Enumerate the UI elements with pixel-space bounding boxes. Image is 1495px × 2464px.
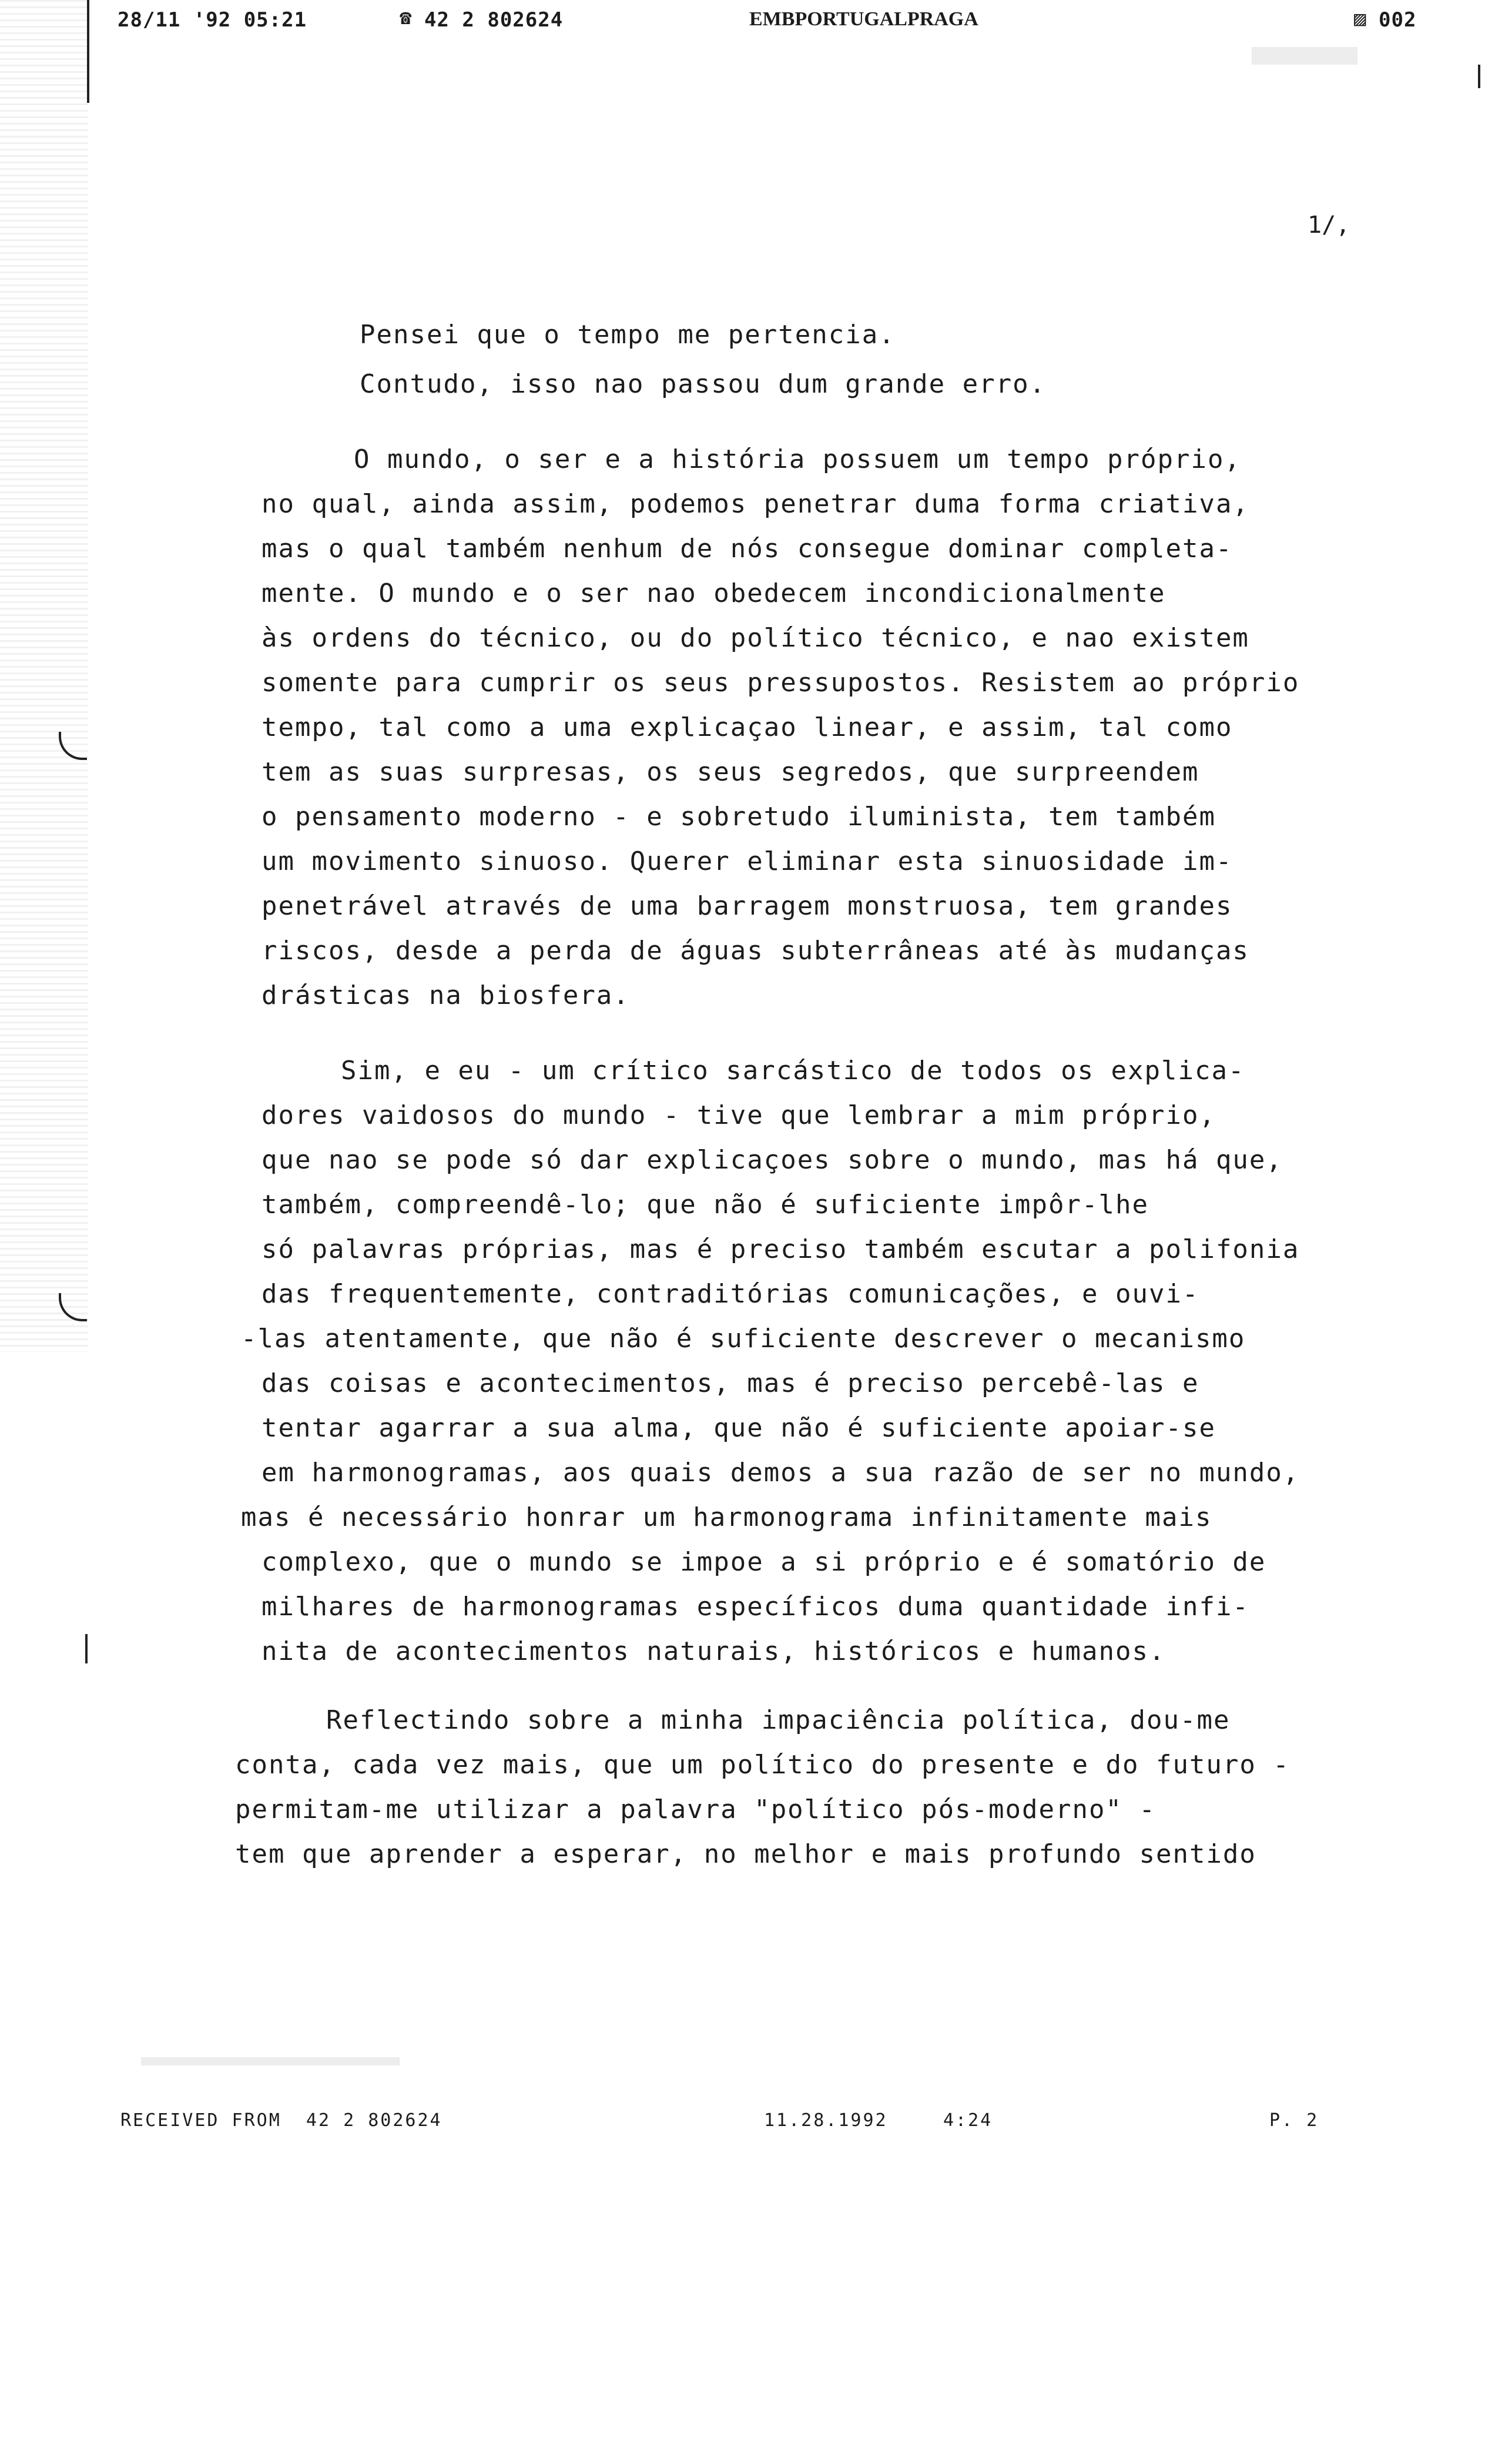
- text-line: só palavras próprias, mas é preciso também escutar a polifonia: [262, 1234, 1300, 1264]
- text-line: em harmonogramas, aos quais demos a sua razão de ser no mundo,: [262, 1458, 1300, 1488]
- text-line: complexo, que o mundo se impoe a si próprio e é somatório de: [262, 1547, 1266, 1577]
- text-line: das coisas e acontecimentos, mas é preciso percebê-las e: [262, 1368, 1199, 1398]
- footer-time: 4:24: [943, 2110, 993, 2131]
- text-line: mente. O mundo e o ser nao obedecem incondicionalmente: [262, 578, 1166, 608]
- scan-noise: [1252, 47, 1357, 65]
- text-line: permitam-me utilizar a palavra "político pós-moderno" -: [235, 1795, 1156, 1824]
- fax-page-number: 002: [1379, 8, 1417, 32]
- text-line: um movimento sinuoso. Querer eliminar esta sinuosidade im-: [262, 846, 1233, 876]
- page-mark: 1/,: [1308, 212, 1350, 239]
- footer-date: 11.28.1992: [764, 2110, 888, 2131]
- right-margin-tick: [1478, 65, 1480, 88]
- text-line: tentar agarrar a sua alma, que não é suficiente apoiar-se: [262, 1413, 1216, 1443]
- text-line: no qual, ainda assim, podemos penetrar duma forma criativa,: [262, 489, 1249, 519]
- text-line: das frequentemente, contraditórias comunicações, e ouvi-: [262, 1279, 1199, 1309]
- text-line: dores vaidosos do mundo - tive que lembrar a mim próprio,: [262, 1100, 1216, 1130]
- text-line: o pensamento moderno - e sobretudo iluminista, tem também: [262, 802, 1216, 832]
- text-line: tem as suas surpresas, os seus segredos, que surpreendem: [262, 757, 1199, 787]
- scan-noise: [141, 2057, 400, 2065]
- scan-edge-noise: [0, 0, 88, 1352]
- text-line: Reflectindo sobre a minha impaciência política, dou-me: [326, 1705, 1231, 1735]
- fax-datetime: 28/11 '92 05:21: [118, 8, 307, 32]
- text-line: às ordens do técnico, ou do político técnico, e nao existem: [262, 623, 1249, 653]
- text-line: -las atentamente, que não é suficiente descrever o mecanismo: [241, 1324, 1246, 1354]
- text-line: milhares de harmonogramas específicos duma quantidade infi-: [262, 1592, 1249, 1622]
- fax-sender: EMBPORTUGALPRAGA: [749, 8, 978, 30]
- fax-phone: 42 2 802624: [424, 8, 564, 32]
- text-line: riscos, desde a perda de águas subterrâneas até às mudanças: [262, 936, 1249, 966]
- footer-received-from: RECEIVED FROM 42 2 802624: [120, 2110, 443, 2131]
- text-line: penetrável através de uma barragem monstruosa, tem grandes: [262, 891, 1233, 921]
- text-line: mas é necessário honrar um harmonograma infinitamente mais: [241, 1502, 1212, 1532]
- text-line: tem que aprender a esperar, no melhor e mais profundo sentido: [235, 1839, 1256, 1869]
- text-line: também, compreendê-lo; que não é suficiente impôr-lhe: [262, 1190, 1149, 1220]
- text-line: conta, cada vez mais, que um político do presente e do futuro -: [235, 1750, 1290, 1780]
- left-margin-rule: [87, 0, 89, 103]
- text-line: que nao se pode só dar explicaçoes sobre o mundo, mas há que,: [262, 1145, 1283, 1175]
- left-margin-tick: [85, 1634, 88, 1663]
- text-line: Sim, e eu - um crítico sarcástico de todos os explica-: [341, 1056, 1245, 1086]
- text-line: Pensei que o tempo me pertencia.: [360, 320, 896, 350]
- text-line: drásticas na biosfera.: [262, 980, 630, 1010]
- text-line: nita de acontecimentos naturais, históricos e humanos.: [262, 1636, 1166, 1666]
- text-line: somente para cumprir os seus pressupostos. Resistem ao próprio: [262, 668, 1300, 698]
- text-line: tempo, tal como a uma explicaçao linear, e assim, tal como: [262, 712, 1233, 742]
- text-line: mas o qual também nenhum de nós consegue dominar completa-: [262, 534, 1233, 564]
- footer-page: P. 2: [1269, 2110, 1319, 2131]
- text-line: O mundo, o ser e a história possuem um tempo próprio,: [354, 444, 1241, 474]
- text-line: Contudo, isso nao passou dum grande erro.: [360, 369, 1047, 399]
- fax-icon: ▨: [1354, 7, 1367, 31]
- telephone-icon: ☎: [400, 6, 413, 29]
